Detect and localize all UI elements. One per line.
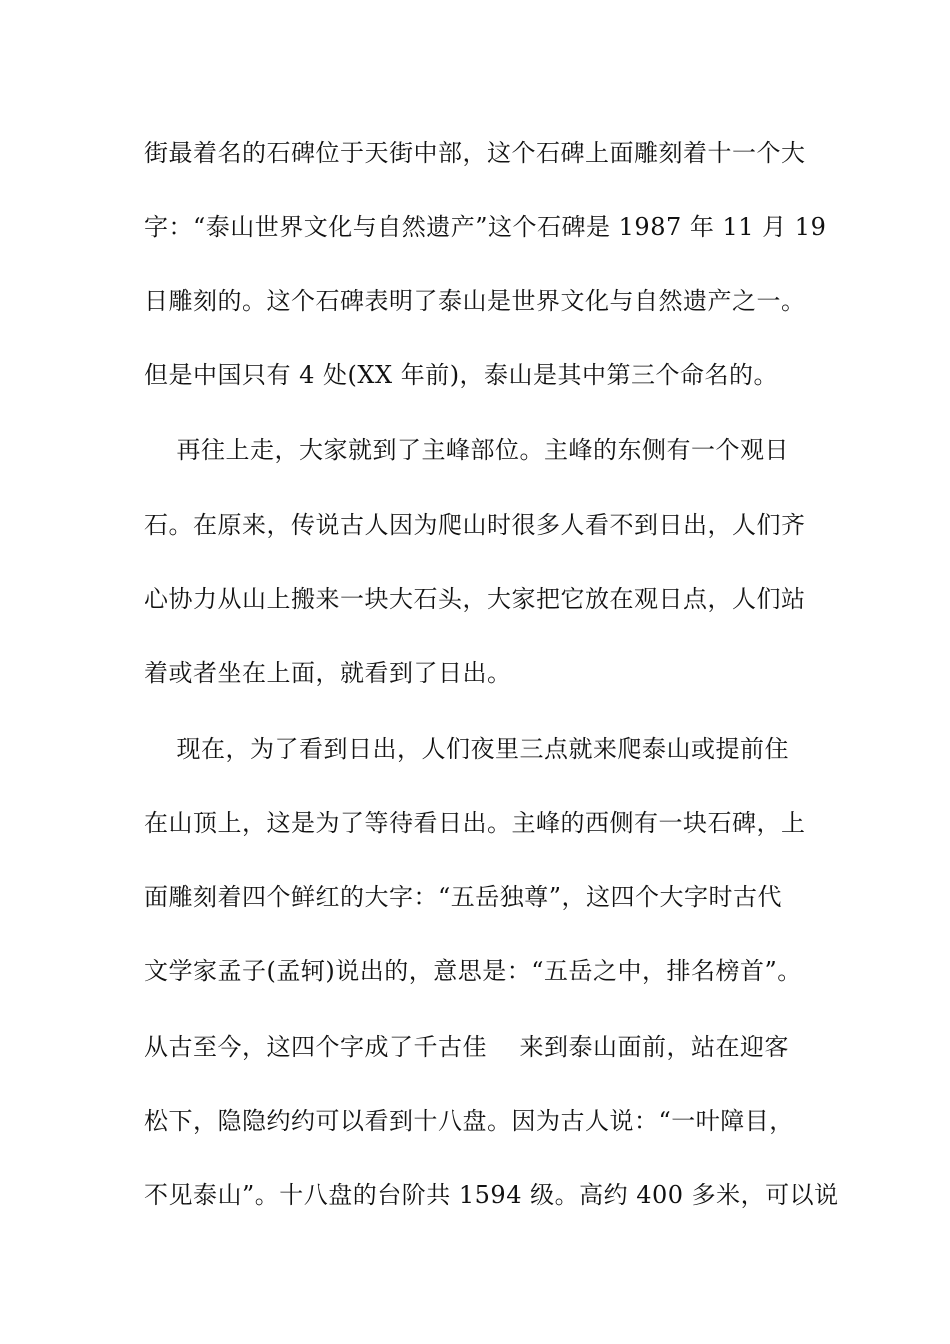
text-line: 但是中国只有 4 处(XX 年前)，泰山是其中第三个命名的。 — [144, 361, 779, 389]
paragraph-start-line: 现在，为了看到日出，人们夜里三点就来爬泰山或提前住 — [144, 735, 790, 763]
text-line: 石。在原来，传说古人因为爬山时很多人看不到日出，人们齐 — [144, 511, 806, 539]
text-line: 文学家孟子(孟轲)说出的，意思是：“五岳之中，排名榜首”。 — [144, 957, 802, 985]
text-line: 不见泰山”。十八盘的台阶共 1594 级。高约 400 多米，可以说 — [144, 1181, 839, 1209]
text-line: 面雕刻着四个鲜红的大字：“五岳独尊”，这四个大字时古代 — [144, 883, 783, 911]
text-line: 从古至今，这四个字成了千古佳 来到泰山面前，站在迎客 — [144, 1033, 790, 1061]
text-line: 街最着名的石碑位于天街中部，这个石碑上面雕刻着十一个大 — [144, 139, 806, 167]
text-line: 松下，隐隐约约可以看到十八盘。因为古人说：“一叶障目， — [144, 1107, 794, 1135]
text-line: 在山顶上，这是为了等待看日出。主峰的西侧有一块石碑，上 — [144, 809, 806, 837]
text-line: 日雕刻的。这个石碑表明了泰山是世界文化与自然遗产之一。 — [144, 287, 806, 315]
text-line: 心协力从山上搬来一块大石头，大家把它放在观日点，人们站 — [144, 585, 806, 613]
text-line: 着或者坐在上面，就看到了日出。 — [144, 659, 512, 687]
text-line: 字：“泰山世界文化与自然遗产”这个石碑是 1987 年 11 月 19 — [144, 213, 827, 241]
paragraph-start-line: 再往上走，大家就到了主峰部位。主峰的东侧有一个观日 — [144, 436, 790, 464]
